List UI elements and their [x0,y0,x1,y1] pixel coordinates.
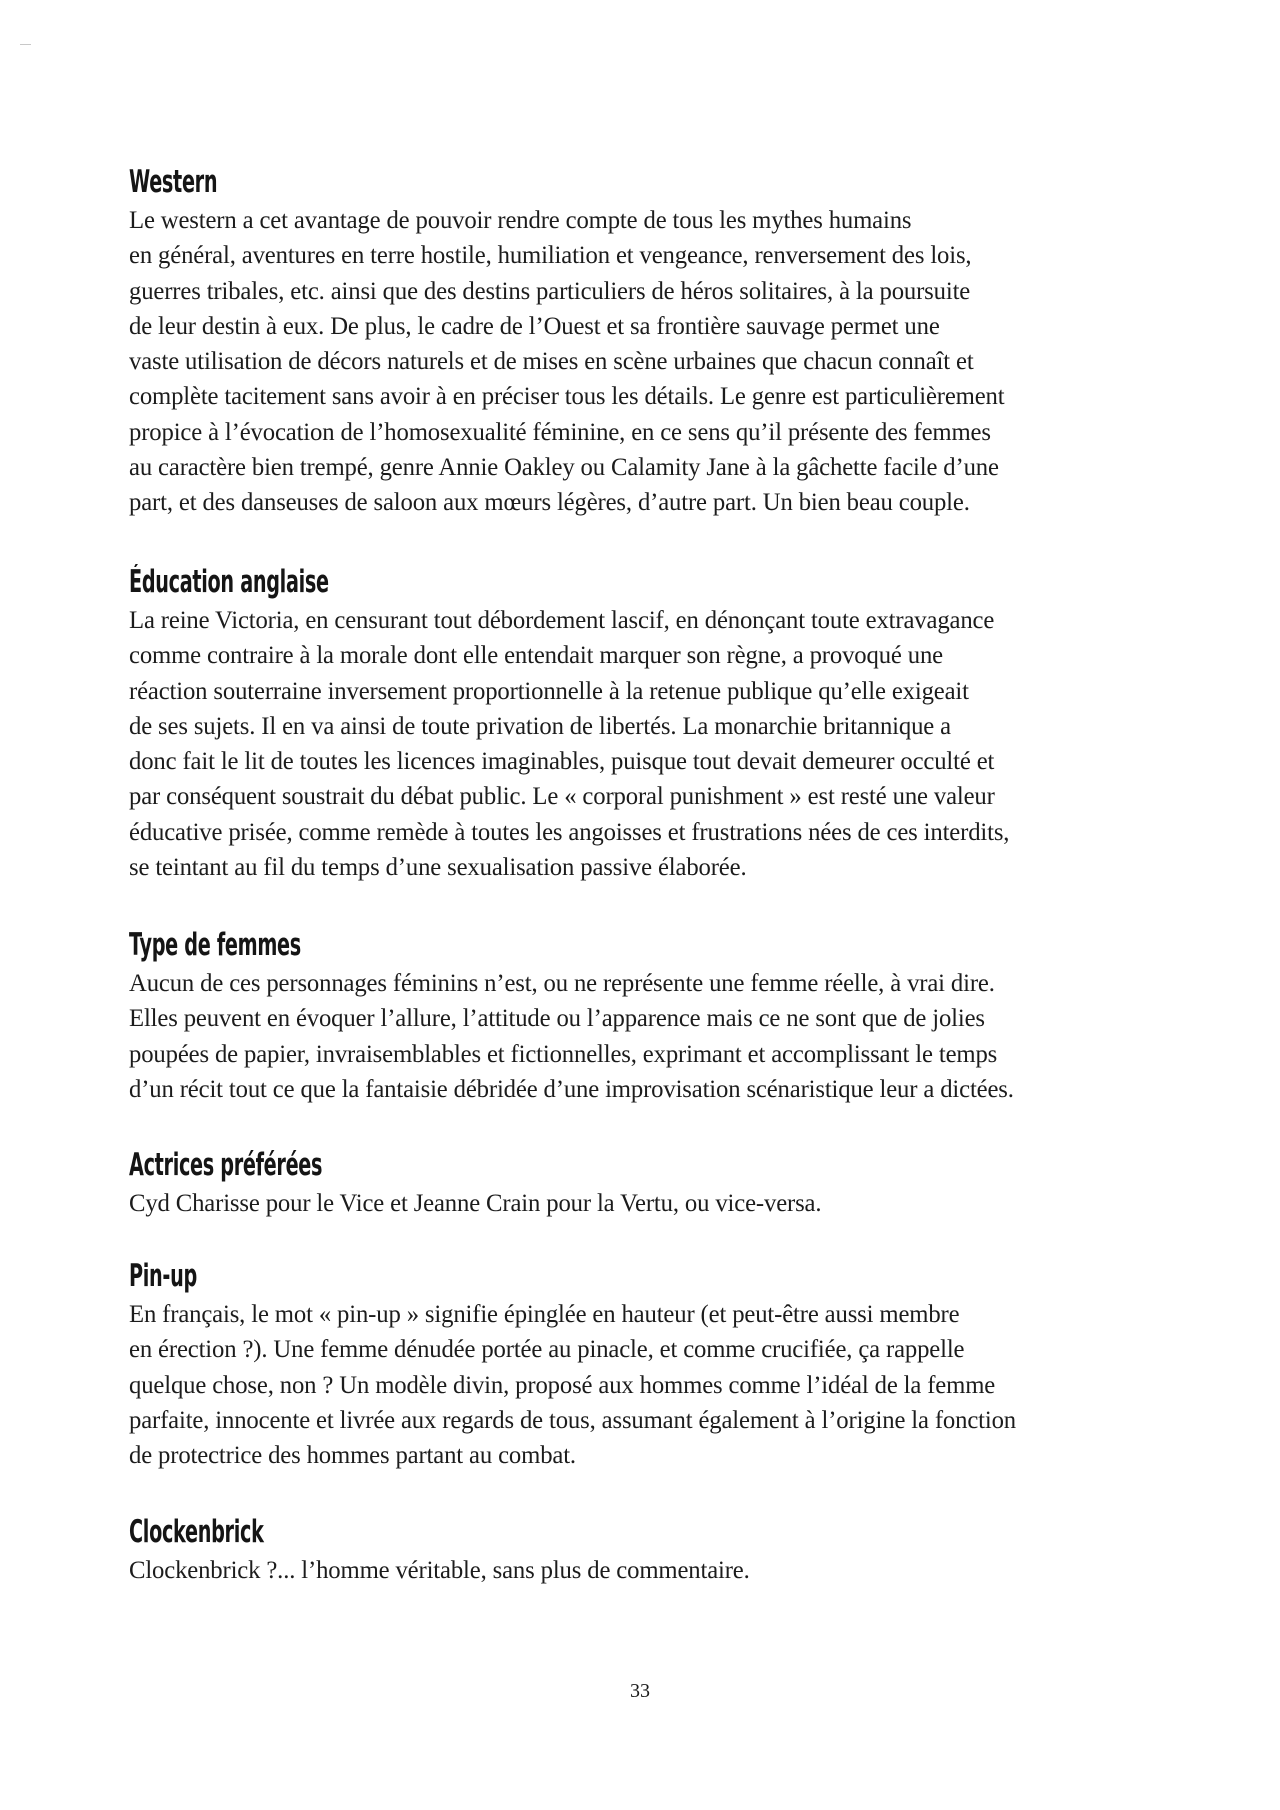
corner-mark [20,44,31,45]
body-line: Aucun de ces personnages féminins n’est, ou ne représente une femme réelle, à vrai dire. [129,970,995,997]
body-line: Elles peuvent en évoquer l’allure, l’attitude ou l’apparence mais ce ne sont que de jolies [129,1005,985,1033]
section-heading: Actrices préférées [129,1147,323,1183]
body-line: en général, aventures en terre hostile, humiliation et vengeance, renversement des lois, [129,242,972,270]
body-line: par conséquent soustrait du débat public. Le « corporal punishment » est resté une valeur [129,783,995,811]
section-pin-up [129,1259,1159,1473]
body-line: au caractère bien trempé, genre Annie Oakley ou Calamity Jane à la gâchette facile d’une [129,454,999,482]
body-line: quelque chose, non ? Un modèle divin, proposé aux hommes comme l’idéal de la femme [129,1371,996,1399]
body-line: part, et des danseuses de saloon aux mœurs légères, d’autre part. Un bien beau couple. [129,489,970,517]
body-line: Clockenbrick ?... l’homme véritable, sans plus de commentaire. [129,1557,750,1584]
body-line: En français, le mot « pin-up » signifie épinglée en hauteur (et peut-être aussi membre [129,1301,960,1328]
section-heading: Éducation anglaise [129,564,329,600]
section-western [129,165,1159,521]
body-line: donc fait le lit de toutes les licences imaginables, puisque tout devait demeurer occulté et [129,748,995,776]
body-line: complète tacitement sans avoir à en préciser tous les détails. Le genre est particulièrement [129,383,1005,411]
body-line: d’un récit tout ce que la fantaisie débridée d’une improvisation scénaristique leur a dictées. [129,1075,1014,1103]
section-body [129,966,1159,1107]
body-line: se teintant au fil du temps d’une sexualisation passive élaborée. [129,854,747,882]
page-number: 33 [630,1680,650,1702]
body-line: réaction souterraine inversement proportionnelle à la retenue publique qu’elle exigeait [129,677,969,705]
body-line: de protectrice des hommes partant au combat. [129,1442,576,1470]
body-line: parfaite, innocente et livrée aux regards de tous, assumant également à l’origine la fonction [129,1406,1017,1434]
section-body [129,603,1159,885]
section-heading: Clockenbrick [129,1514,264,1550]
section-heading: Pin-up [129,1258,197,1294]
section-actrices-preferees [129,1148,1159,1221]
body-line: propice à l’évocation de l’homosexualité féminine, en ce sens qu’il présente des femmes [129,418,991,446]
body-line: guerres tribales, etc. ainsi que des destins particuliers de héros solitaires, à la poursuite [129,277,971,305]
body-line: La reine Victoria, en censurant tout débordement lascif, en dénonçant toute extravagance [129,607,995,634]
body-line: vaste utilisation de décors naturels et de mises en scène urbaines que chacun connaît et [129,348,974,376]
section-body [129,203,1159,521]
section-education-anglaise [129,565,1159,885]
section-body [129,1553,1159,1588]
section-body [129,1297,1159,1473]
section-heading: Western [129,164,218,200]
body-line: éducative prisée, comme remède à toutes les angoisses et frustrations nées de ces interdits, [129,818,1010,846]
section-heading: Type de femmes [129,927,301,963]
body-line: de leur destin à eux. De plus, le cadre de l’Ouest et sa frontière sauvage permet une [129,312,940,340]
body-line: Cyd Charisse pour le Vice et Jeanne Crain pour la Vertu, ou vice-versa. [129,1190,822,1217]
section-clockenbrick [129,1515,1159,1588]
body-line: poupées de papier, invraisemblables et fictionnelles, exprimant et accomplissant le temps [129,1040,998,1068]
body-line: en érection ?). Une femme dénudée portée au pinacle, et comme crucifiée, ça rappelle [129,1336,965,1364]
section-type-de-femmes [129,928,1159,1107]
section-body [129,1186,1159,1221]
body-line: comme contraire à la morale dont elle entendait marquer son règne, a provoqué une [129,642,943,670]
body-line: Le western a cet avantage de pouvoir rendre compte de tous les mythes humains [129,207,912,234]
body-line: de ses sujets. Il en va ainsi de toute privation de libertés. La monarchie britannique a [129,712,951,740]
